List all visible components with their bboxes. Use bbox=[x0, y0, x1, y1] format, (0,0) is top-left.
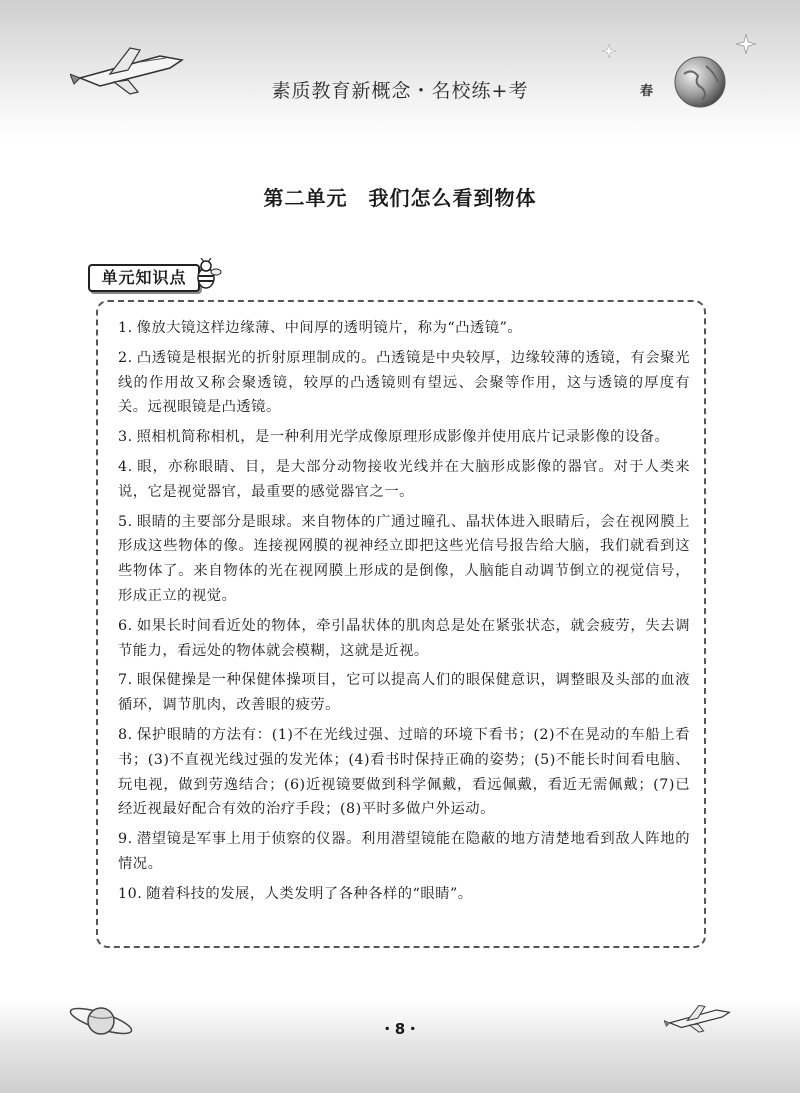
item-number: 2. bbox=[118, 349, 133, 366]
season-label: 春 bbox=[640, 84, 654, 99]
page-number: ・8・ bbox=[379, 1020, 421, 1038]
item-number: 10. bbox=[118, 885, 143, 902]
knowledge-list bbox=[118, 316, 690, 912]
item-text: 保护眼睛的方法有：(1)不在光线过强、过暗的环境下看书；(2)不在晃动的车船上看书；(3)不直视光线过强的发光体；(4)看书时保持正确的姿势；(5)不能长时间看电脑、玩电视，做到劳逸结合；(6)近视镜要做到科学佩戴，看远佩戴，看近无需佩戴；(7)已经近视最好配合有效的治疗手段；(8)平时多做户外运动。 bbox=[118, 726, 690, 818]
item-number: 3. bbox=[118, 429, 133, 446]
list-item bbox=[118, 668, 690, 718]
section-badge bbox=[88, 264, 198, 292]
item-number: 6. bbox=[118, 617, 133, 634]
item-text: 像放大镜这样边缘薄、中间厚的透明镜片，称为“凸透镜”。 bbox=[136, 320, 523, 336]
item-number: 1. bbox=[118, 320, 133, 336]
item-text: 如果长时间看近处的物体，牵引晶状体的肌肉总是处在紧张状态，就会疲劳，失去调节能力，看远处的物体就会模糊，这就是近视。 bbox=[118, 617, 690, 659]
item-number: 7. bbox=[118, 672, 133, 689]
bee-icon bbox=[192, 258, 222, 290]
item-number: 4. bbox=[118, 458, 133, 475]
item-text: 眼睛的主要部分是眼球。来自物体的广通过瞳孔、晶状体进入眼睛后，会在视网膜上形成这些物体的像。连接视网膜的视神经立即把这些光信号报告给大脑，我们就看到这些物体了。来自物体的光在视网膜上形成的是倒像，人脑能自动调节倒立的视觉信号，形成正立的视觉。 bbox=[118, 513, 690, 604]
list-item bbox=[118, 614, 690, 664]
list-item bbox=[118, 346, 690, 420]
header-title: 素质教育新概念・名校练+考 bbox=[271, 80, 529, 102]
unit-title: 第二单元 我们怎么看到物体 bbox=[263, 186, 537, 210]
list-item bbox=[118, 723, 690, 822]
section-badge-label: 单元知识点 bbox=[88, 264, 200, 292]
list-item bbox=[118, 827, 690, 877]
list-item bbox=[118, 455, 690, 505]
item-text: 眼保健操是一种保健体操项目，它可以提高人们的眼保健意识，调整眼及头部的血液循环，调节肌肉，改善眼的疲劳。 bbox=[118, 672, 690, 714]
item-number: 8. bbox=[118, 726, 133, 743]
list-item bbox=[118, 882, 690, 907]
item-text: 随着科技的发展，人类发明了各种各样的“眼睛”。 bbox=[146, 885, 473, 902]
sparkle-icon bbox=[736, 34, 756, 54]
list-item bbox=[118, 316, 690, 341]
item-text: 潜望镜是军事上用于侦察的仪器。利用潜望镜能在隐蔽的地方清楚地看到敌人阵地的情况。 bbox=[118, 831, 690, 872]
list-item bbox=[118, 425, 690, 450]
sparkle-icon bbox=[602, 44, 616, 58]
item-text: 凸透镜是根据光的折射原理制成的。凸透镜是中央较厚，边缘较薄的透镜，有会聚光线的作用故又称会聚透镜，较厚的凸透镜则有望远、会聚等作用，这与透镜的厚度有关。远视眼镜是凸透镜。 bbox=[118, 349, 690, 416]
item-number: 5. bbox=[118, 513, 133, 530]
item-text: 照相机简称相机，是一种利用光学成像原理形成影像并使用底片记录影像的设备。 bbox=[136, 429, 670, 446]
list-item bbox=[118, 510, 690, 609]
item-text: 眼，亦称眼睛、目，是大部分动物接收光线并在大脑形成影像的器官。对于人类来说，它是视觉器官，最重要的感觉器官之一。 bbox=[118, 458, 690, 500]
item-number: 9. bbox=[118, 831, 133, 848]
